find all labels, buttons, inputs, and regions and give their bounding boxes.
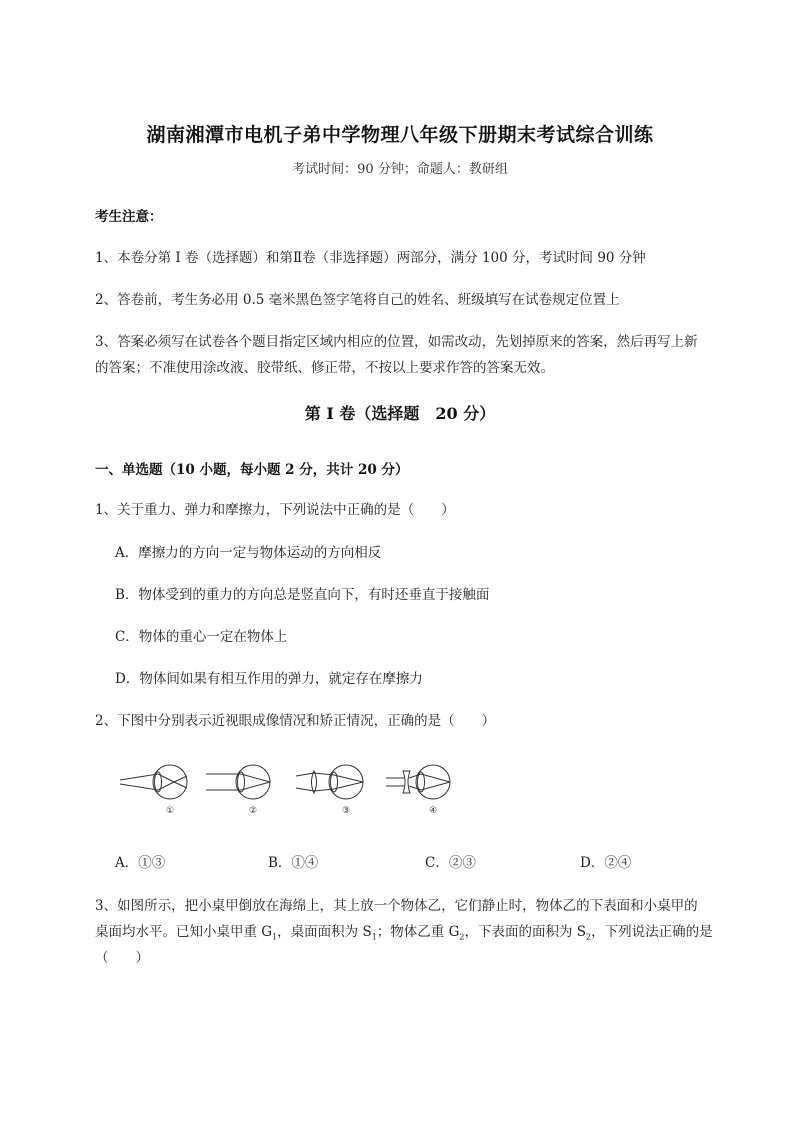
page-title: 湖南湘潭市电机子弟中学物理八年级下册期末考试综合训练 — [146, 124, 654, 146]
q2-option-d: D．②④ — [580, 855, 632, 871]
eye-label-1: ① — [165, 806, 175, 816]
notice-item-2: 2、答卷前，考生务必用 0.5 毫米黑色签字笔将自己的姓名、班级填写在试卷规定位置上 — [95, 292, 620, 308]
eye-diagram-4 — [386, 765, 450, 799]
q2-option-c: C．②③ — [425, 855, 476, 871]
q1-stem: 1、关于重力、弹力和摩擦力，下列说法中正确的是（ ） — [95, 502, 455, 518]
eye-diagram-3 — [296, 765, 363, 799]
q1-option-c: C．物体的重心一定在物体上 — [115, 629, 288, 645]
q1-option-d: D．物体间如果有相互作用的弹力，就定存在摩擦力 — [115, 671, 423, 687]
eye-label-3: ③ — [341, 806, 351, 816]
part-heading: 一、单选题（10 小题，每小题 2 分，共计 20 分） — [95, 462, 409, 478]
exam-info: 考试时间：90 分钟；命题人：教研组 — [292, 162, 508, 177]
notice-item-3: 3、答案必须写在试卷各个题目指定区域内相应的位置，如需改动，先划掉原来的答案，然后再写上新 — [95, 334, 698, 350]
q2-stem: 2、下图中分别表示近视眼成像情况和矫正情况，正确的是（ ） — [95, 713, 496, 729]
q3-stem-line-1: 3、如图所示，把小桌甲倒放在海绵上，其上放一个物体乙，它们静止时，物体乙的下表面和小桌甲的 — [95, 898, 698, 914]
q1-option-a: A．摩擦力的方向一定与物体运动的方向相反 — [115, 545, 382, 561]
q2-option-a: A．①③ — [115, 855, 166, 871]
notice-item-1: 1、本卷分第 I 卷（选择题）和第Ⅱ卷（非选择题）两部分，满分 100 分，考试时间 90 分钟 — [95, 250, 646, 266]
eye-diagrams-figure — [118, 762, 468, 824]
eye-diagram-1 — [120, 765, 187, 799]
eye-label-4: ④ — [428, 806, 438, 816]
notice-heading: 考生注意： — [95, 209, 163, 225]
q3-stem-line-3: （ ） — [95, 950, 149, 966]
q3-stem-line-2: 桌面均水平。已知小桌甲重 $G_1$，桌面面积为 $S_1$；物体乙重 $G_2$，下表面的面积为 $S_2$，下列说法正确的是 — [95, 924, 713, 942]
eye-diagram-2 — [206, 765, 270, 799]
q1-option-b: B．物体受到的重力的方向总是竖直向下，有时还垂直于接触面 — [115, 587, 490, 603]
section-title: 第 I 卷（选择题 20 分） — [304, 404, 496, 423]
notice-item-3-cont: 的答案；不准使用涂改液、胶带纸、修正带，不按以上要求作答的答案无效。 — [95, 360, 554, 376]
q2-option-b: B．①④ — [268, 855, 319, 871]
eye-label-2: ② — [248, 806, 258, 816]
